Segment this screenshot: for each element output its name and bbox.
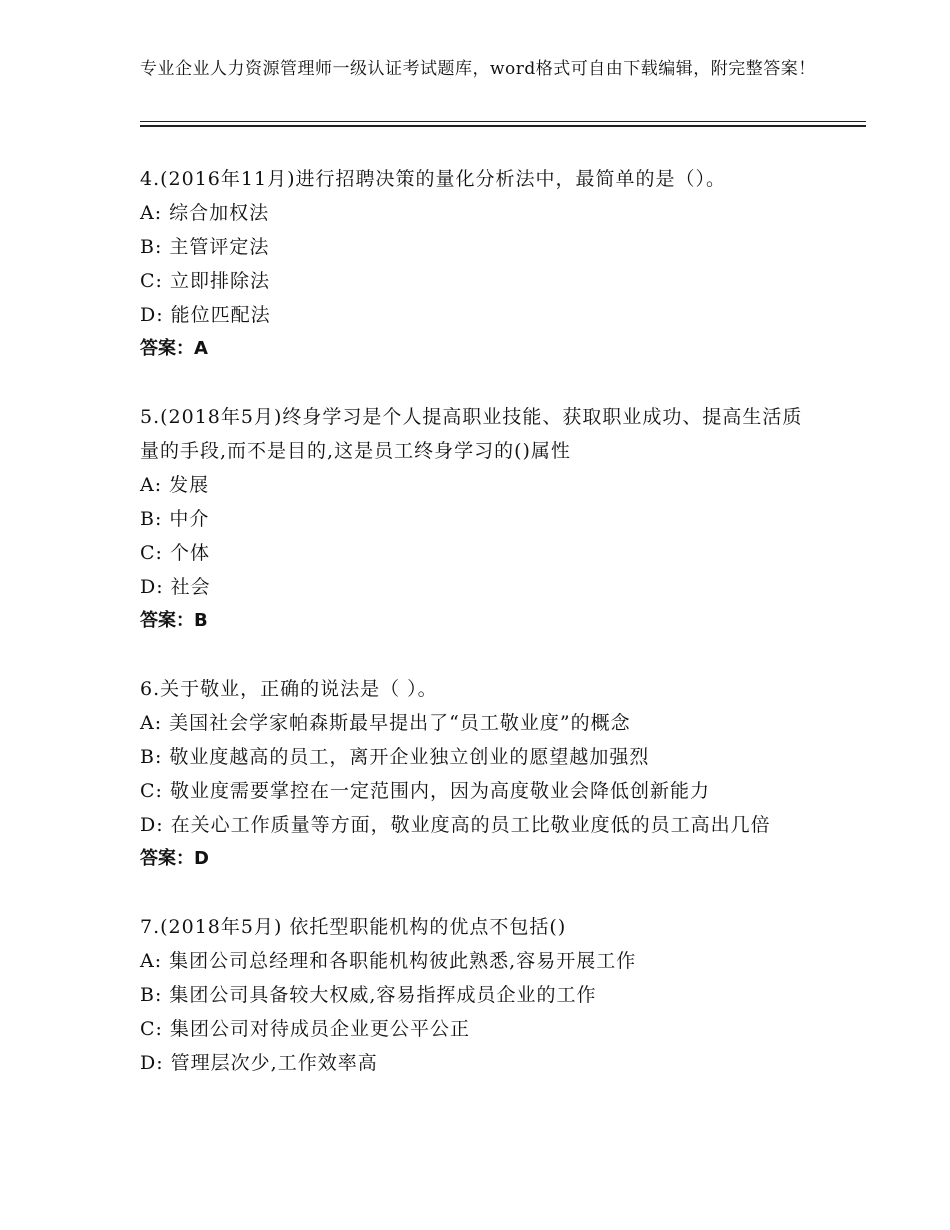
option-b: B: 主管评定法 — [140, 236, 270, 258]
answer-label: 答案：A — [140, 338, 208, 359]
option-c: C: 立即排除法 — [140, 270, 270, 292]
question-5 — [140, 400, 820, 638]
header-divider-thick — [140, 125, 866, 127]
option-a: A: 综合加权法 — [140, 202, 270, 224]
option-d: D: 社会 — [140, 576, 211, 598]
option-b: B: 敬业度越高的员工，离开企业独立创业的愿望越加强烈 — [140, 746, 650, 768]
option-d: D: 管理层次少,工作效率高 — [140, 1052, 378, 1074]
question-6 — [140, 672, 820, 876]
option-c: C: 敬业度需要掌控在一定范围内，因为高度敬业会降低创新能力 — [140, 780, 710, 802]
question-4 — [140, 162, 820, 366]
question-7 — [140, 910, 820, 1080]
option-a: A: 集团公司总经理和各职能机构彼此熟悉,容易开展工作 — [140, 950, 637, 972]
question-list — [140, 162, 820, 1114]
header-divider-thin — [140, 121, 866, 122]
question-stem: 6.关于敬业，正确的说法是（ ）。 — [140, 678, 438, 700]
option-c: C: 集团公司对待成员企业更公平公正 — [140, 1018, 470, 1040]
option-a: A: 发展 — [140, 474, 210, 496]
option-d: D: 在关心工作质量等方面，敬业度高的员工比敬业度低的员工高出几倍 — [140, 814, 771, 836]
option-c: C: 个体 — [140, 542, 210, 564]
option-b: B: 集团公司具备较大权威,容易指挥成员企业的工作 — [140, 984, 597, 1006]
answer-label: 答案：D — [140, 848, 209, 869]
option-b: B: 中介 — [140, 508, 210, 530]
option-a: A: 美国社会学家帕森斯最早提出了“员工敬业度”的概念 — [140, 712, 631, 734]
option-d: D: 能位匹配法 — [140, 304, 271, 326]
document-header-note: 专业企业人力资源管理师一级认证考试题库，word格式可自由下载编辑，附完整答案！ — [140, 59, 816, 79]
answer-label: 答案：B — [140, 610, 208, 631]
question-stem: 4.(2016年11月)进行招聘决策的量化分析法中，最简单的是（）。 — [140, 168, 726, 190]
question-stem: 7.(2018年5月) 依托型职能机构的优点不包括() — [140, 916, 567, 938]
question-stem: 5.(2018年5月)终身学习是个人提高职业技能、获取职业成功、提高生活质量的手段,而不是目的,这是员工终身学习的()属性 — [140, 406, 803, 462]
